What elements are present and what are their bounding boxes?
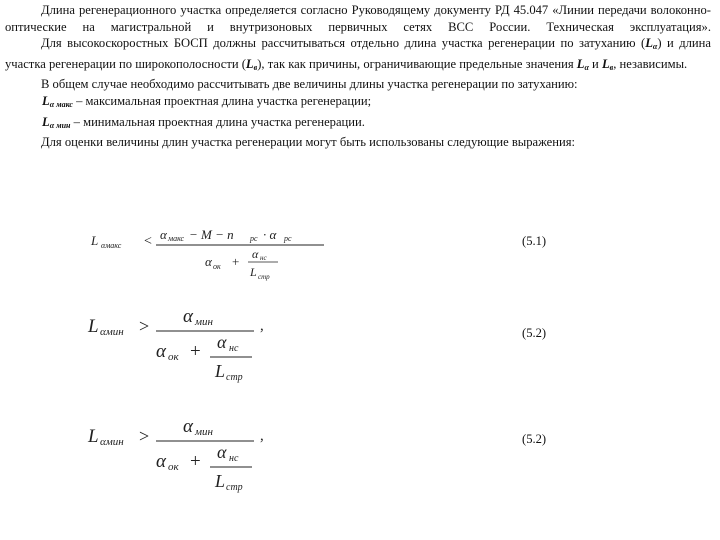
definition-text: – минимальная проектная длина участка регенерации. (70, 114, 365, 129)
definition-l-max (5, 93, 711, 114)
paragraph-two-values (5, 76, 711, 93)
den-alpha-sub: ок (168, 461, 179, 473)
symbol-l: L (601, 56, 610, 71)
numerator-rest: − M − n (189, 227, 234, 242)
symbol-sub: α (584, 62, 589, 72)
den-alpha-sub: ок (168, 351, 179, 363)
lhs-symbol: L (88, 426, 99, 447)
den-frac-num-sub: нс (229, 343, 239, 354)
den-alpha: α (156, 341, 166, 362)
definition-text: – максимальная проектная длина участка регенерации; (72, 93, 372, 108)
formula-5-2-b (86, 410, 286, 495)
numerator-alpha: α (183, 416, 193, 437)
symbol-l: L (42, 93, 50, 108)
symbol-l: L (42, 114, 50, 129)
symbol-sub: α макс (49, 99, 73, 109)
symbol-l: L (645, 36, 653, 51)
paragraph-expressions-text: Для оценки величины длин участка регенерации могут быть использованы следующие выражения: (41, 135, 576, 150)
symbol-l: L (245, 56, 254, 71)
den-frac-den: L (215, 471, 226, 491)
text-run: ), так как причины, ограничивающие предельные значения (257, 56, 577, 71)
den-alpha: α (156, 451, 166, 472)
text-run: и (588, 56, 602, 71)
den-plus: + (190, 341, 201, 362)
formula-5-1-svg (88, 218, 338, 288)
formula-5-2-b-svg (86, 410, 286, 495)
lhs-subscript: αмакс (101, 241, 122, 250)
paragraph-expressions (5, 134, 711, 151)
numerator-alpha: α (183, 306, 193, 327)
den-frac-den-sub: стр (258, 273, 270, 281)
equation-number-5-2b: (5.2) (522, 432, 547, 446)
den-frac-num: α (217, 442, 227, 462)
den-frac-den: L (250, 265, 257, 279)
relation-sign: > (139, 426, 150, 446)
den-frac-num-sub: нс (260, 254, 267, 262)
numerator-alpha-sub: макс (168, 234, 185, 243)
relation-sign: < (144, 234, 152, 249)
text-run: ) и длина участка регенерации по широкополосности ( (5, 36, 711, 71)
paragraph-intro (5, 2, 711, 35)
body-text (5, 2, 711, 151)
numerator-alpha-sub: мин (195, 426, 213, 438)
den-frac-den-sub: стр (226, 372, 243, 383)
symbol-sub: в (253, 62, 258, 72)
symbol-sub: α (652, 42, 658, 52)
trailing-comma: , (260, 318, 264, 334)
trailing-comma: , (260, 428, 264, 444)
equation-number-5-2a: (5.2) (522, 326, 547, 340)
symbol-sub: α мин (49, 120, 71, 130)
formula-5-2-a (86, 300, 286, 385)
numerator-rest-sub: рс (250, 234, 258, 243)
den-plus: + (232, 254, 240, 269)
den-alpha: α (205, 254, 212, 269)
symbol-l: L (576, 56, 585, 71)
den-frac-num: α (217, 332, 227, 352)
lhs-subscript: αмин (100, 436, 124, 448)
den-alpha-sub: ок (213, 262, 221, 271)
lhs-subscript: αмин (100, 326, 124, 338)
den-frac-den: L (215, 361, 226, 381)
relation-sign: > (139, 316, 150, 336)
equation-number-5-1: (5.1) (522, 234, 547, 248)
numerator-alpha: α (160, 227, 167, 242)
lhs-symbol: L (91, 233, 99, 248)
paragraph-two-values-text: В общем случае необходимо рассчитывать две величины длины участка регенерации по затуханию: (41, 77, 578, 92)
den-plus: + (190, 451, 201, 472)
formula-5-1 (88, 218, 338, 288)
numerator-tail-sub: рс (284, 234, 292, 243)
paragraph-intro-text: Длина регенерационного участка определяется согласно Руководящему документу РД 45.047 «Линии передачи волоконно-оптические на магистральной и внутризоновых первичных сетях ВСС России. Техническая эксплуатация». (5, 3, 711, 34)
symbol-sub: в (609, 62, 614, 72)
formula-5-2-a-svg (86, 300, 286, 385)
text-run: Для высокоскоростных БОСП должны рассчитываться отдельно длина участка регенерации по затуханию ( (41, 36, 646, 51)
numerator-alpha-sub: мин (195, 316, 213, 328)
text-run: , независимы. (613, 56, 688, 71)
numerator-tail: · α (263, 227, 277, 242)
paragraph-bosp (5, 35, 711, 76)
definition-l-min (5, 114, 711, 135)
lhs-symbol: L (88, 316, 99, 337)
den-frac-num: α (252, 247, 259, 261)
den-frac-num-sub: нс (229, 453, 239, 464)
den-frac-den-sub: стр (226, 482, 243, 493)
